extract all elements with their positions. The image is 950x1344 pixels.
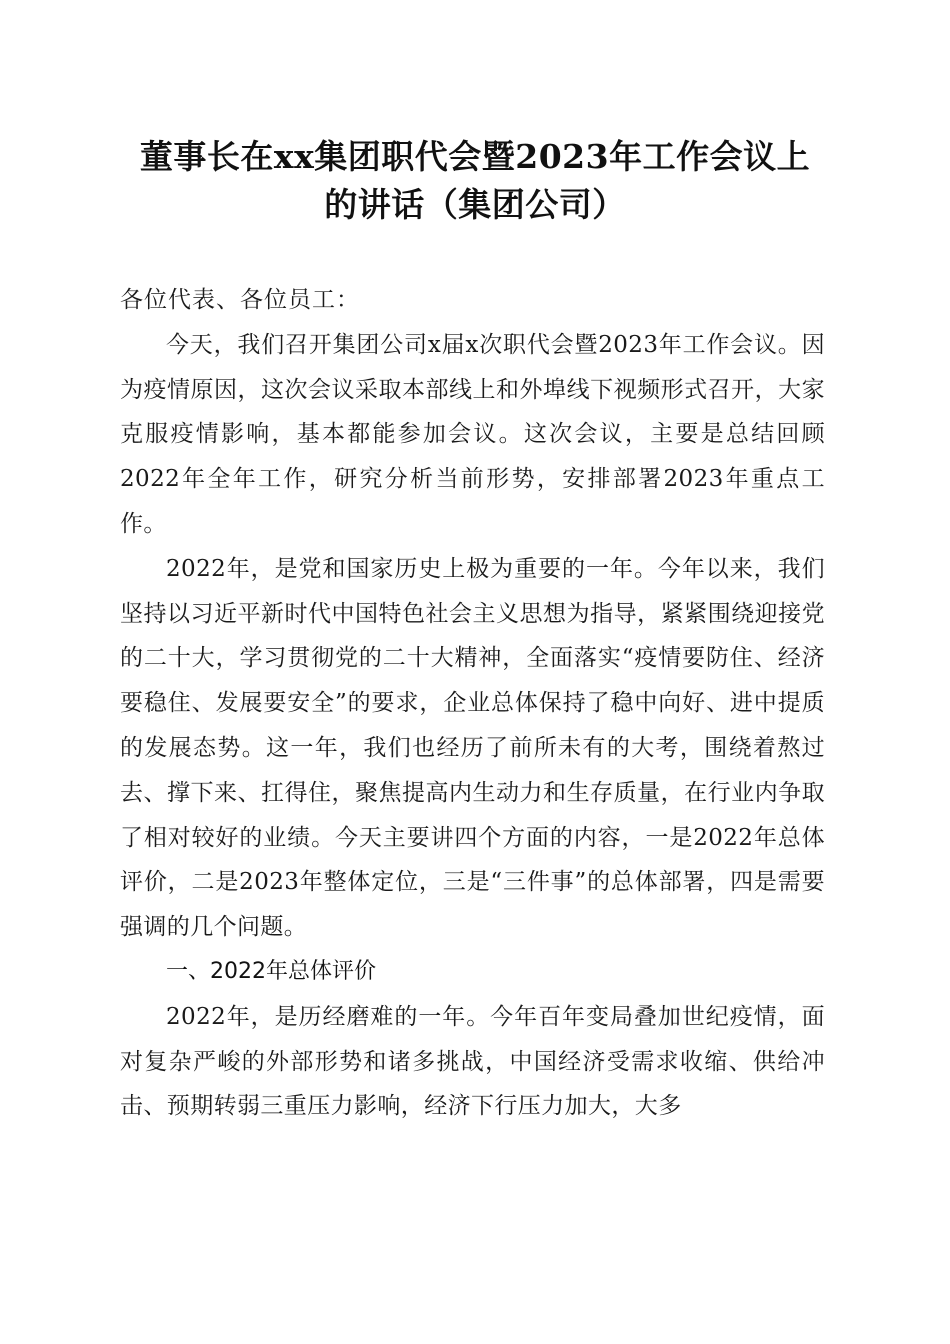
document-title <box>100 133 850 229</box>
section-paragraph: 2022年，是历经磨难的一年。今年百年变局叠加世纪疫情，面对复杂严峻的外部形势和诸多挑战，中国经济受需求收缩、供给冲击、预期转弱三重压力影响，经济下行压力加大，大多 <box>120 1003 825 1120</box>
title-line-1: 董事长在xx集团职代会暨2023年工作会议上 <box>139 137 811 176</box>
paragraph-meeting-intro: 今天，我们召开集团公司x届x次职代会暨2023年工作会议。因为疫情原因，这次会议采取本部线上和外埠线下视频形式召开，大家克服疫情影响，基本都能参加会议。这次会议，主要是总结回顾2022年全年工作，研究分析当前形势，安排部署2023年重点工作。 <box>120 331 825 537</box>
section-heading: 一、2022年总体评价 <box>166 958 376 984</box>
paragraph-year-review: 2022年，是党和国家历史上极为重要的一年。今年以来，我们坚持以习近平新时代中国特色社会主义思想为指导，紧紧围绕迎接党的二十大，学习贯彻党的二十大精神，全面落实“疫情要防住、经济要稳住、发展要安全”的要求，企业总体保持了稳中向好、进中提质的发展态势。这一年，我们也经历了前所未有的大考，围绕着熬过去、撑下来、扛得住，聚焦提高内生动力和生存质量，在行业内争取了相对较好的业绩。今天主要讲四个方面的内容，一是2022年总体评价，二是2023年整体定位，三是“三件事”的总体部署，四是需要强调的几个问题。 <box>120 555 825 941</box>
title-line-2: 的讲话（集团公司） <box>324 185 626 224</box>
document-body <box>120 278 825 1129</box>
salutation: 各位代表、各位员工： <box>120 287 360 313</box>
